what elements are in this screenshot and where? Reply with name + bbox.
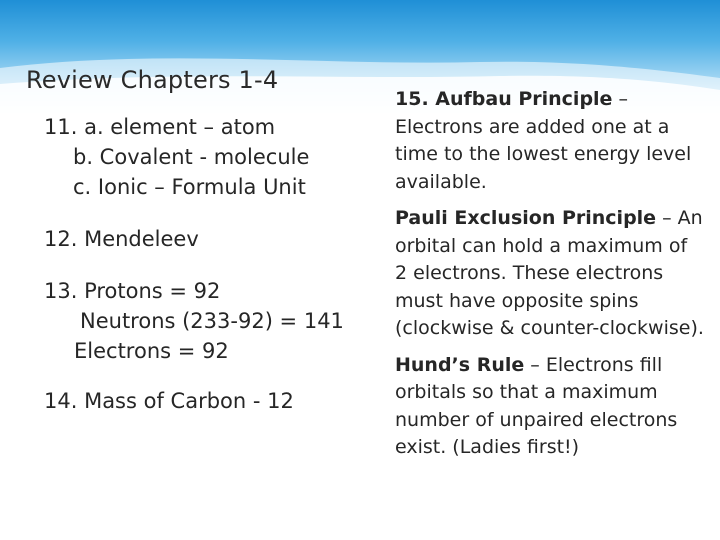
answer-11a: 11. a. element – atom bbox=[44, 115, 276, 139]
answer-12: 12. Mendeleev bbox=[44, 227, 199, 251]
hund-paragraph bbox=[395, 352, 705, 462]
answer-11c: c. Ionic – Formula Unit bbox=[73, 175, 306, 199]
aufbau-term: 15. Aufbau Principle bbox=[395, 88, 613, 110]
pauli-text: – An orbital can hold a maximum of 2 electrons. These electrons must have opposite spins (clockwise & counter-clockwise). bbox=[395, 207, 704, 339]
left-answers bbox=[44, 112, 364, 416]
right-principles bbox=[395, 86, 705, 462]
answer-13c: Electrons = 92 bbox=[74, 339, 229, 363]
answer-13a: 13. Protons = 92 bbox=[44, 279, 221, 303]
pauli-paragraph bbox=[395, 205, 705, 343]
hund-term: Hund’s Rule bbox=[395, 353, 525, 376]
hund-text: – Electrons fill orbitals so that a maximum number of unpaired electrons exist. (Ladies first!) bbox=[395, 353, 678, 458]
aufbau-text: – Electrons are added one at a time to the lowest energy level available. bbox=[395, 88, 692, 193]
slide-title: Review Chapters 1-4 bbox=[26, 66, 279, 94]
pauli-term: Pauli Exclusion Principle bbox=[395, 207, 657, 229]
answer-13b: Neutrons (233-92) = 141 bbox=[80, 309, 344, 333]
answer-14: 14. Mass of Carbon - 12 bbox=[44, 389, 294, 413]
aufbau-paragraph bbox=[395, 86, 705, 196]
answer-11b: b. Covalent - molecule bbox=[73, 145, 310, 169]
